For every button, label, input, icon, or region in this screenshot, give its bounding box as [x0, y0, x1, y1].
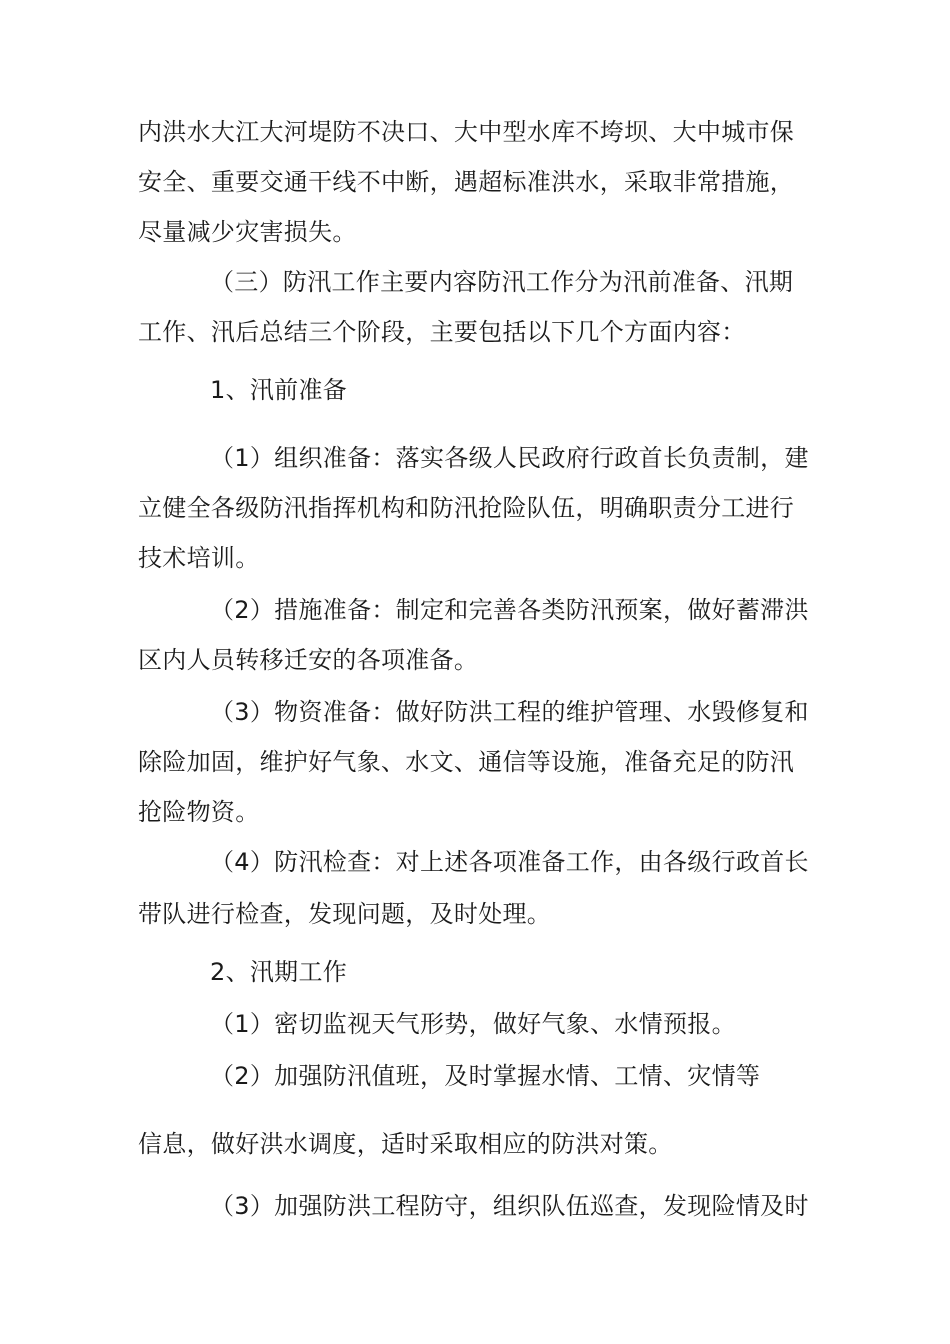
list-item-line: （2）措施准备：制定和完善各类防汛预案，做好蓄滞洪 — [210, 596, 809, 624]
list-item-line: 技术培训。 — [138, 544, 260, 572]
list-item-line: （3）物资准备：做好防洪工程的维护管理、水毁修复和 — [210, 698, 809, 726]
list-item-line: 除险加固，维护好气象、水文、通信等设施，准备充足的防汛 — [138, 748, 795, 776]
list-item-line: 抢险物资。 — [138, 798, 260, 826]
section-heading-line: （三）防汛工作主要内容防汛工作分为汛前准备、汛期 — [210, 268, 794, 296]
paragraph-line: 安全、重要交通干线不中断，遇超标准洪水，采取非常措施， — [138, 168, 795, 196]
paragraph-line: 工作、汛后总结三个阶段，主要包括以下几个方面内容： — [138, 318, 746, 346]
list-item-line: 立健全各级防汛指挥机构和防汛抢险队伍，明确职责分工进行 — [138, 494, 795, 522]
list-item-line: （2）加强防汛值班，及时掌握水情、工情、灾情等 — [210, 1062, 761, 1090]
list-item-line: （1）组织准备：落实各级人民政府行政首长负责制，建 — [210, 444, 809, 472]
list-item-line: （4）防汛检查：对上述各项准备工作，由各级行政首长 — [210, 848, 809, 876]
paragraph-line: 尽量减少灾害损失。 — [138, 218, 357, 246]
list-item-line: 带队进行检查，发现问题，及时处理。 — [138, 900, 552, 928]
list-item-line: 区内人员转移迁安的各项准备。 — [138, 646, 479, 674]
list-item-line: （3）加强防洪工程防守，组织队伍巡查，发现险情及时 — [210, 1192, 809, 1220]
list-item-line: 信息，做好洪水调度，适时采取相应的防洪对策。 — [138, 1130, 673, 1158]
paragraph-line: 内洪水大江大河堤防不决口、大中型水库不垮坝、大中城市保 — [138, 118, 795, 146]
subsection-heading: 2、汛期工作 — [210, 958, 348, 986]
subsection-heading: 1、汛前准备 — [210, 376, 348, 404]
list-item-line: （1）密切监视天气形势，做好气象、水情预报。 — [210, 1010, 736, 1038]
